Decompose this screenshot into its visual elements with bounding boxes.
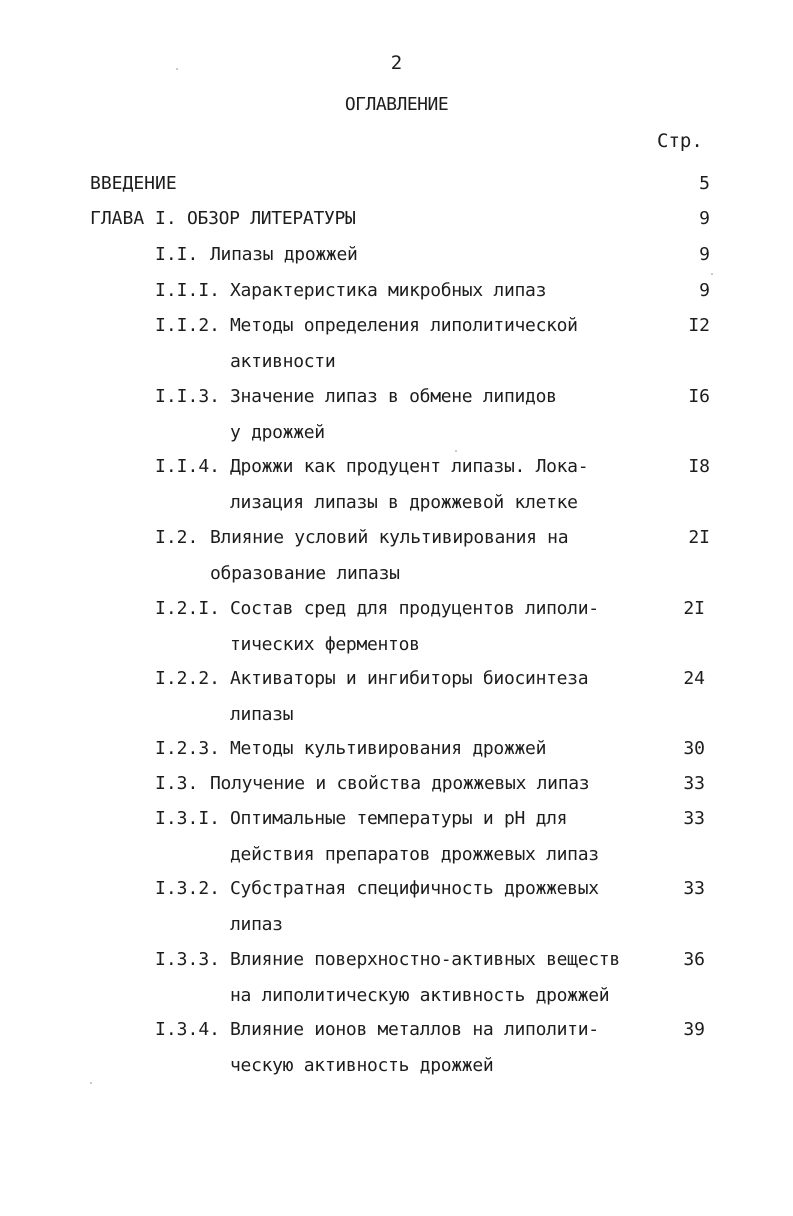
- toc-entry-title-continued: образование липазы: [210, 563, 400, 584]
- toc-entry-number: I.I.2.: [155, 315, 221, 336]
- toc-entry-number: I.2.I.: [155, 598, 221, 619]
- toc-entry-page: 5: [699, 173, 710, 194]
- page-column-label: Стр.: [657, 130, 703, 152]
- toc-entry-number: I.I.3.: [155, 386, 221, 407]
- toc-entry-title-continued: липазы: [230, 704, 294, 725]
- toc-entry-title: Состав сред для продуцентов липоли-: [230, 598, 599, 619]
- toc-entry-title: Субстратная специфичность дрожжевых: [230, 878, 599, 899]
- toc-entry-number: I.2.: [155, 527, 199, 548]
- toc-entry-title: Влияние ионов металлов на липолити-: [230, 1019, 599, 1040]
- toc-entry-number: I.2.3.: [155, 738, 221, 759]
- scan-speck: [711, 273, 713, 275]
- toc-entry-page: 30: [683, 738, 705, 759]
- scan-speck: [176, 68, 178, 70]
- toc-entry-title: Дрожжи как продуцент липазы. Лока-: [230, 456, 589, 477]
- toc-entry-number: ВВЕДЕНИЕ: [90, 173, 177, 194]
- toc-entry-number: I.I.: [155, 244, 199, 265]
- toc-entry-page: 9: [699, 244, 710, 265]
- toc-entry-title-continued: у дрожжей: [230, 422, 325, 443]
- page-title: ОГЛАВЛЕНИЕ: [344, 94, 449, 115]
- toc-entry-title: Получение и свойства дрожжевых липаз: [210, 773, 590, 794]
- toc-entry-title: Липазы дрожжей: [210, 244, 358, 265]
- toc-entry-page: 36: [683, 949, 705, 970]
- toc-entry-title-continued: ческую активность дрожжей: [230, 1055, 494, 1076]
- scan-speck: [455, 450, 457, 452]
- toc-entry-title: Значение липаз в обмене липидов: [230, 386, 557, 407]
- toc-entry-page: I8: [688, 456, 710, 477]
- scan-speck: [90, 1082, 92, 1084]
- page-number: 2: [390, 52, 403, 74]
- toc-entry-page: 33: [683, 878, 705, 899]
- toc-entry-number: I.3.2.: [155, 878, 221, 899]
- toc-entry-page: I2: [688, 315, 710, 336]
- toc-entry-title: Методы культивирования дрожжей: [230, 738, 547, 759]
- toc-entry-title-continued: активности: [230, 351, 336, 372]
- toc-entry-title: Характеристика микробных липаз: [230, 280, 547, 301]
- toc-entry-title-continued: липаз: [230, 914, 283, 935]
- toc-entry-page: 24: [683, 668, 705, 689]
- toc-entry-page: I6: [688, 386, 710, 407]
- toc-entry-page: 33: [683, 773, 705, 794]
- toc-entry-number: I.3.: [155, 773, 199, 794]
- toc-entry-title: Оптимальные температуры и рН для: [230, 808, 568, 829]
- toc-entry-title-continued: на липолитическую активность дрожжей: [230, 985, 610, 1006]
- toc-entry-number: I.I.4.: [155, 456, 221, 477]
- toc-entry-title-continued: лизация липазы в дрожжевой клетке: [230, 492, 578, 513]
- toc-entry-number: I.3.4.: [155, 1019, 221, 1040]
- toc-entry-title: Влияние условий культивирования на: [210, 527, 569, 548]
- toc-entry-title: Влияние поверхностно-активных веществ: [230, 949, 620, 970]
- toc-entry-page: 39: [683, 1019, 705, 1040]
- toc-entry-title-continued: действия препаратов дрожжевых липаз: [230, 844, 599, 865]
- toc-entry-page: 2I: [688, 527, 710, 548]
- toc-entry-number: I.2.2.: [155, 668, 221, 689]
- toc-entry-title-continued: тических ферментов: [230, 634, 420, 655]
- toc-entry-number: I.3.3.: [155, 949, 221, 970]
- toc-entry-title: Активаторы и ингибиторы биосинтеза: [230, 668, 589, 689]
- toc-entry-number: ГЛАВА I.: [90, 208, 177, 229]
- toc-entry-page: 33: [683, 808, 705, 829]
- toc-entry-page: 2I: [683, 598, 705, 619]
- toc-entry-page: 9: [699, 208, 710, 229]
- toc-entry-number: I.3.I.: [155, 808, 221, 829]
- toc-entry-title: ОБЗОР ЛИТЕРАТУРЫ: [187, 208, 356, 229]
- toc-entry-title: Методы определения липолитической: [230, 315, 578, 336]
- toc-entry-number: I.I.I.: [155, 280, 221, 301]
- toc-entry-page: 9: [699, 280, 710, 301]
